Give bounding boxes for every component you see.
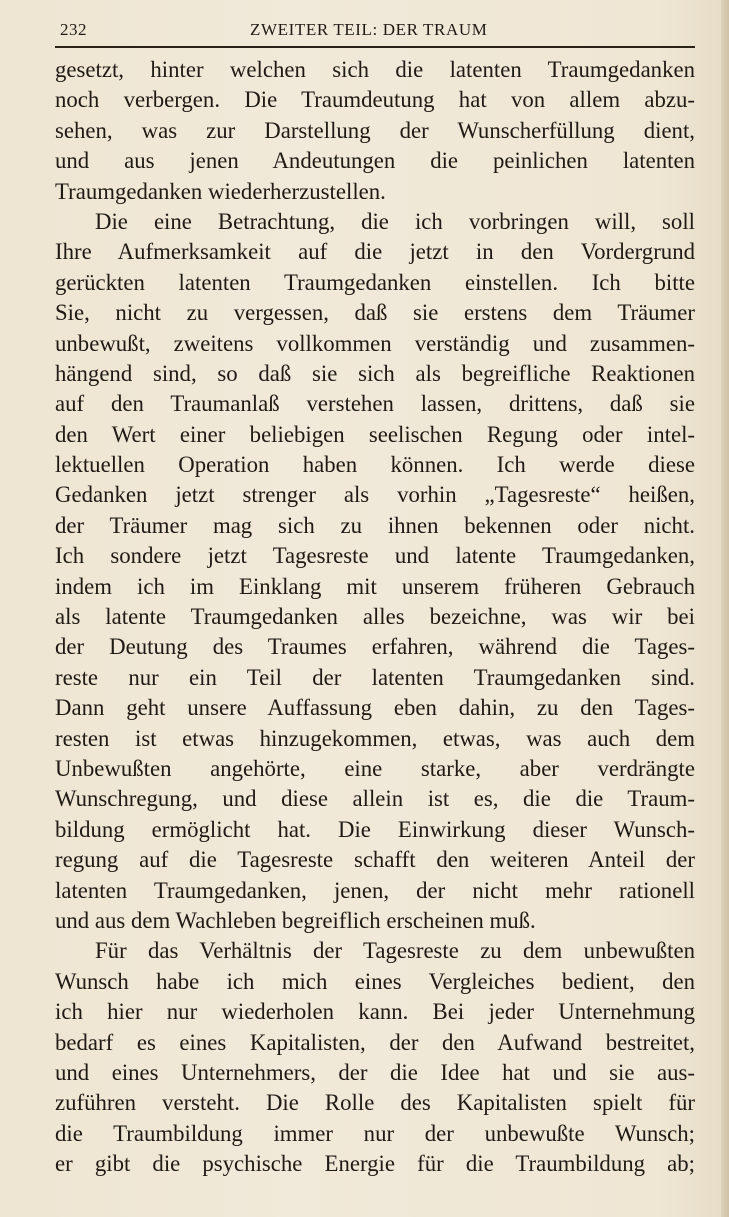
text-line: zuführen versteht. Die Rolle des Kapitalisten spielt für [55, 1090, 695, 1116]
body-text [55, 55, 695, 1179]
running-head: ZWEITER TEIL: DER TRAUM [250, 20, 488, 39]
text-line: indem ich im Einklang mit unserem früheren Gebrauch [55, 573, 695, 599]
text-line: Ich sondere jetzt Tagesreste und latente Traumgedanken, [55, 543, 695, 569]
text-line: bedarf es eines Kapitalisten, der den Aufwand bestreitet, [55, 1029, 695, 1055]
text-line: hängend sind, so daß sie sich als begreifliche Reaktionen [55, 360, 695, 386]
text-line: und eines Unternehmers, der die Idee hat und sie aus- [55, 1059, 695, 1085]
text-line: und aus jenen Andeutungen die peinlichen latenten [55, 148, 695, 174]
text-line: als latente Traumgedanken alles bezeichne, was wir bei [55, 604, 695, 630]
text-line: Die eine Betrachtung, die ich vorbringen will, soll [95, 208, 695, 234]
text-line: Traumgedanken wiederherzustellen. [55, 178, 386, 204]
text-line: Wunschregung, und diese allein ist es, die die Traum- [55, 786, 695, 812]
text-line: der Träumer mag sich zu ihnen bekennen oder nicht. [55, 512, 695, 538]
text-line: Sie, nicht zu vergessen, daß sie erstens dem Träumer [55, 300, 695, 326]
text-line: gesetzt, hinter welchen sich die latenten Traumgedanken [55, 57, 695, 82]
text-line: und aus dem Wachleben begreiflich erscheinen muß. [55, 907, 536, 933]
text-line: Gedanken jetzt strenger als vorhin „Tagesreste“ heißen, [55, 482, 695, 508]
text-line: Für das Verhältnis der Tagesreste zu dem unbewußten [95, 938, 695, 964]
page-edge [721, 0, 729, 1217]
text-line: den Wert einer beliebigen seelischen Regung oder intel- [55, 421, 695, 447]
text-line: reste nur ein Teil der latenten Traumgedanken sind. [55, 664, 695, 690]
page-number: 232 [60, 20, 87, 39]
page-header [55, 18, 695, 44]
text-line: ich hier nur wiederholen kann. Bei jeder Unternehmung [55, 999, 695, 1025]
text-line: lektuellen Operation haben können. Ich werde diese [55, 452, 695, 478]
text-line: sehen, was zur Darstellung der Wunscherfüllung dient, [55, 117, 695, 143]
text-line: noch verbergen. Die Traumdeutung hat von allem abzu- [55, 87, 695, 113]
text-line: gerückten latenten Traumgedanken einstellen. Ich bitte [55, 269, 695, 295]
text-line: regung auf die Tagesreste schafft den weiteren Anteil der [55, 847, 695, 873]
text-line: Ihre Aufmerksamkeit auf die jetzt in den Vordergrund [55, 239, 695, 265]
text-line: bildung ermöglicht hat. Die Einwirkung dieser Wunsch- [55, 816, 695, 842]
text-line: Wunsch habe ich mich eines Vergleiches bedient, den [55, 968, 695, 994]
text-line: latenten Traumgedanken, jenen, der nicht mehr rationell [55, 877, 695, 903]
text-line: Dann geht unsere Auffassung eben dahin, zu den Tages- [55, 695, 695, 721]
header-rule [55, 46, 695, 48]
text-line: der Deutung des Traumes erfahren, während die Tages- [55, 634, 695, 660]
text-line: resten ist etwas hinzugekommen, etwas, was auch dem [55, 725, 695, 751]
text-line: auf den Traumanlaß verstehen lassen, drittens, daß sie [55, 391, 695, 417]
text-line: die Traumbildung immer nur der unbewußte Wunsch; [55, 1120, 695, 1146]
text-line: unbewußt, zweitens vollkommen verständig und zusammen- [55, 330, 695, 356]
text-line: Unbewußten angehörte, eine starke, aber verdrängte [55, 755, 695, 781]
text-line: er gibt die psychische Energie für die Traumbildung ab; [55, 1151, 695, 1177]
